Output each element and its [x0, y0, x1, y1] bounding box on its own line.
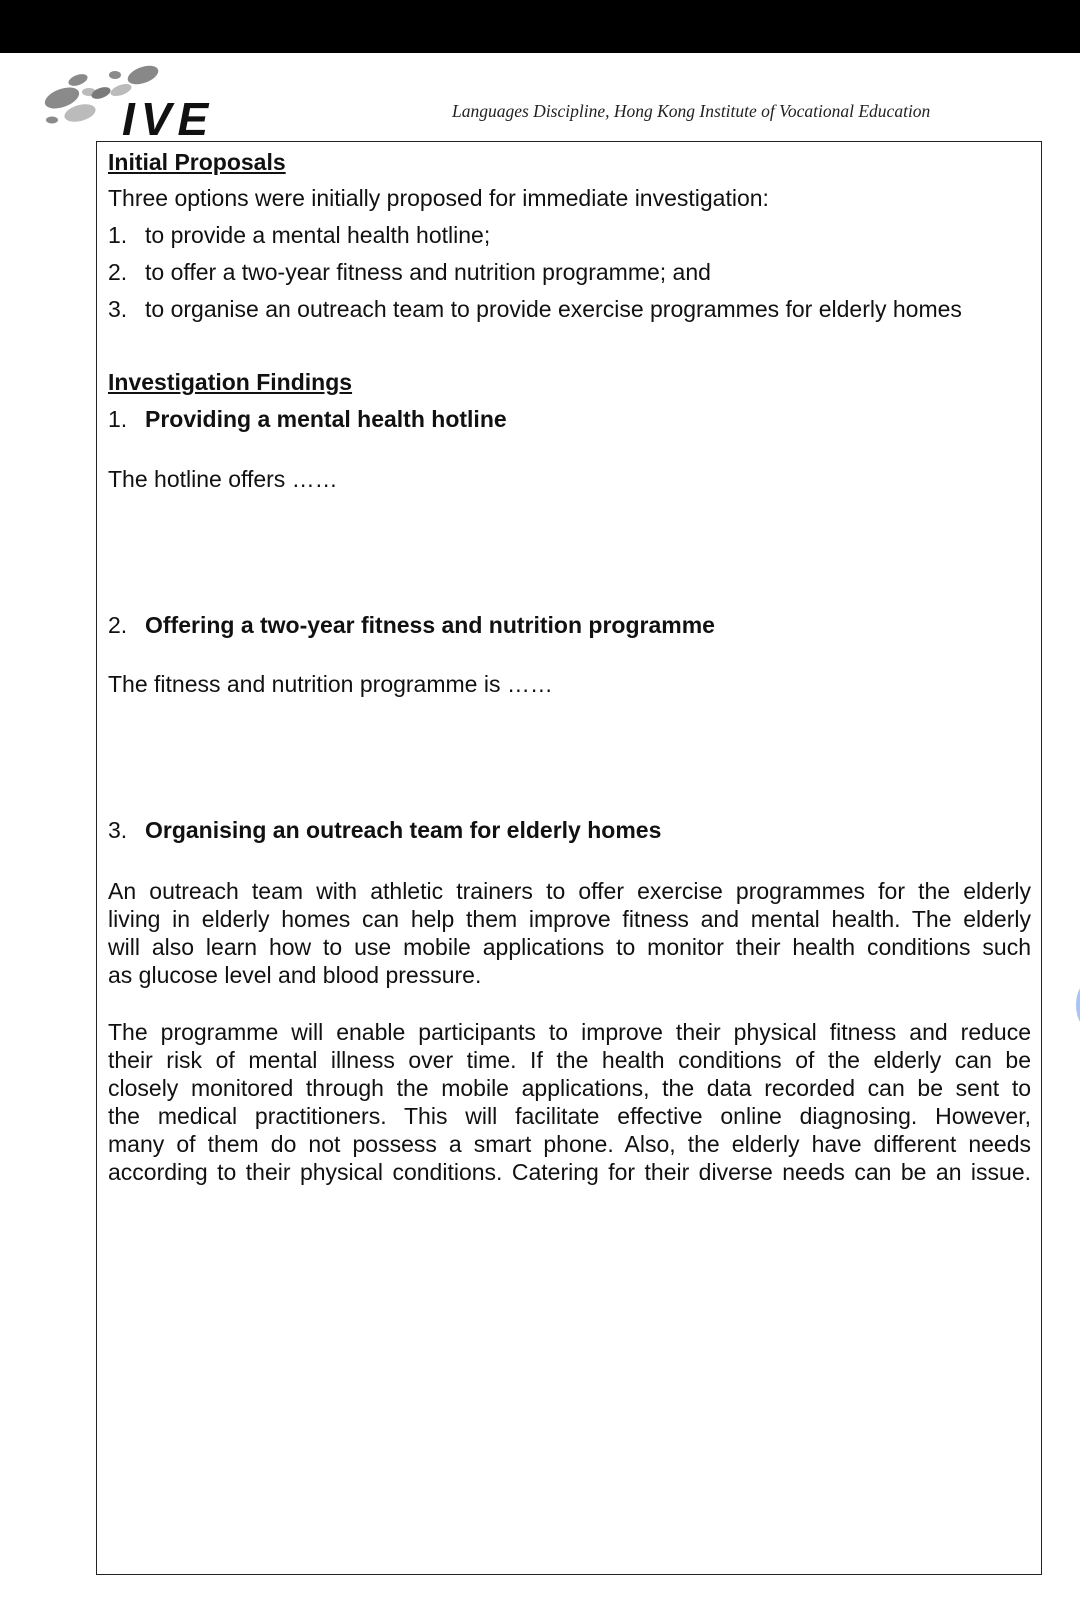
paragraph-line: closely monitored through the mobile applications, the data recorded can be sent to: [108, 1075, 1031, 1101]
proposal-item: [108, 258, 711, 286]
finding-title: [108, 816, 661, 844]
document-frame: [96, 141, 1042, 1575]
title-text: Providing a mental health hotline: [145, 406, 507, 432]
item-number: 3.: [108, 296, 128, 322]
proposals-intro: Three options were initially proposed for immediate investigation:: [108, 185, 769, 211]
finding-title: [108, 405, 507, 433]
svg-text:IVE: IVE: [122, 93, 215, 142]
item-number: 3.: [108, 817, 128, 843]
paragraph-line: many of them do not possess a smart phone. Also, the elderly have different needs: [108, 1131, 1031, 1157]
paragraph-line: living in elderly homes can help them improve fitness and mental health. The elderly: [108, 906, 1031, 932]
institution-header: Languages Discipline, Hong Kong Institute of Vocational Education: [452, 101, 931, 121]
proposal-item: [108, 295, 962, 323]
investigation-findings-heading: Investigation Findings: [108, 369, 353, 395]
floating-button-edge[interactable]: [1076, 980, 1080, 1030]
paragraph-line: as glucose level and blood pressure.: [108, 962, 482, 988]
item-text: to organise an outreach team to provide exercise programmes for elderly homes: [145, 296, 962, 322]
paragraph-line: An outreach team with athletic trainers to offer exercise programmes for the elderly: [108, 878, 1031, 904]
ive-logo: [38, 60, 248, 142]
paragraph-line: will also learn how to use mobile applications to monitor their health conditions such: [108, 934, 1031, 960]
paragraph-line: The programme will enable participants to improve their physical fitness and reduce: [108, 1019, 1031, 1045]
finding-body: The hotline offers ……: [108, 466, 338, 492]
proposal-item: [108, 221, 490, 249]
item-number: 1.: [108, 222, 128, 248]
paragraph-line: the medical practitioners. This will facilitate effective online diagnosing. However,: [108, 1103, 1031, 1129]
item-text: to offer a two-year fitness and nutrition programme; and: [145, 259, 711, 285]
paragraph-line: according to their physical conditions. Catering for their diverse needs can be an issue.: [108, 1159, 1031, 1185]
item-number: 2.: [108, 612, 128, 638]
paragraph-line: their risk of mental illness over time. If the health conditions of the elderly can be: [108, 1047, 1031, 1073]
item-text: to provide a mental health hotline;: [145, 222, 491, 248]
top-bar: [0, 0, 1080, 53]
finding-body: The fitness and nutrition programme is ……: [108, 671, 553, 697]
item-number: 1.: [108, 406, 128, 432]
initial-proposals-heading: Initial Proposals: [108, 149, 286, 175]
item-number: 2.: [108, 259, 128, 285]
title-text: Offering a two-year fitness and nutrition programme: [145, 612, 715, 638]
title-text: Organising an outreach team for elderly homes: [145, 817, 662, 843]
finding-title: [108, 611, 715, 639]
